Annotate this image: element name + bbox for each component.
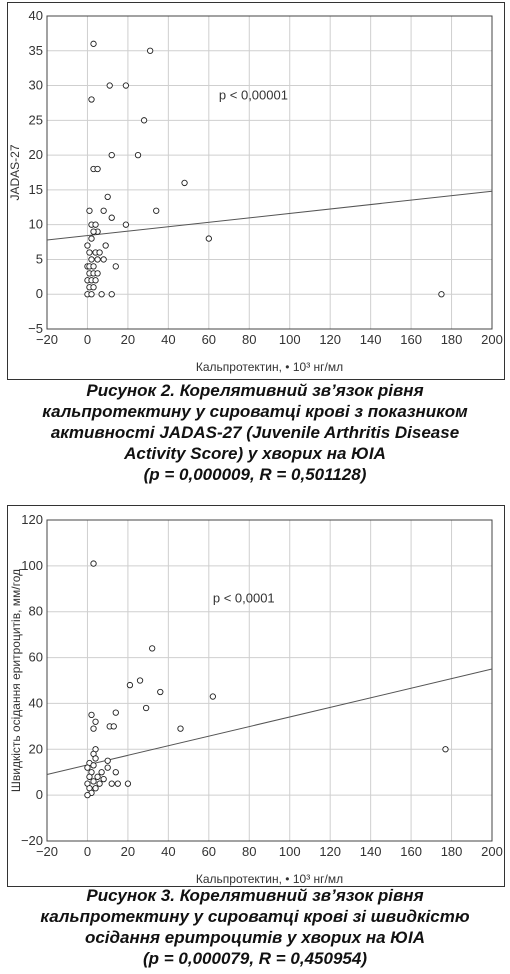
x-tick-label: 160 (400, 332, 422, 347)
x-axis-label: Кальпротектин, • 10³ нг/мл (195, 360, 344, 374)
y-tick-label: 15 (28, 181, 43, 197)
data-point (85, 792, 90, 797)
data-point (154, 208, 159, 213)
data-point (85, 765, 90, 770)
y-tick-label: −5 (28, 321, 43, 336)
x-axis-label: Кальпротектин, • 10³ нг/мл (195, 872, 344, 886)
chart-1-svg (8, 3, 504, 379)
y-axis-label: Швидкість осідання еритроцитів, мм/год (9, 568, 23, 793)
data-point (105, 765, 110, 770)
data-point (178, 726, 183, 731)
data-point (127, 682, 132, 687)
data-point (89, 236, 94, 241)
x-tick-label: 140 (359, 332, 382, 347)
x-tick-label: −20 (35, 332, 59, 347)
regression-line (47, 669, 492, 774)
data-point (182, 180, 187, 185)
data-point (101, 776, 106, 781)
caption-2-line: осідання еритроцитів у хворих на ЮІА (84, 928, 426, 947)
data-point (91, 763, 96, 768)
data-point (93, 786, 98, 791)
x-tick-label: 80 (242, 332, 257, 347)
x-tick-label: 100 (278, 332, 301, 347)
data-point (87, 774, 92, 779)
caption-1-line: Рисунок 2. Корелятивний зв’язок рівня (86, 381, 424, 400)
data-point (89, 712, 94, 717)
y-tick-label: 80 (28, 603, 43, 619)
y-tick-label: 40 (28, 695, 43, 711)
x-tick-label: 60 (201, 844, 217, 859)
data-point (143, 705, 148, 710)
data-point (135, 152, 140, 157)
p-value-annotation: p < 0,00001 (218, 87, 288, 103)
figure-caption-1 (0, 380, 510, 485)
y-tick-label: 0 (35, 787, 43, 803)
data-point (105, 758, 110, 763)
data-point (109, 215, 114, 220)
chart-2-svg (8, 506, 504, 886)
data-point (113, 710, 118, 715)
data-point (210, 694, 215, 699)
data-point (107, 83, 112, 88)
data-point (95, 271, 100, 276)
data-point (95, 257, 100, 262)
data-point (113, 264, 118, 269)
x-tick-label: 180 (440, 332, 463, 347)
caption-1-line: кальпротектину у сироватці крові з показником (42, 402, 468, 421)
y-tick-label: 0 (35, 286, 43, 302)
caption-2-line: Рисунок 3. Корелятивний зв’язок рівня (86, 886, 424, 905)
caption-1-line: Activity Score) у хворих на ЮІА (124, 444, 386, 463)
y-tick-label: 40 (28, 8, 43, 23)
caption-1-line: (p = 0,000009, R = 0,501128) (143, 465, 367, 484)
data-point (149, 646, 154, 651)
x-tick-label: 100 (278, 844, 301, 859)
data-point (93, 756, 98, 761)
y-tick-label: 10 (28, 216, 43, 232)
x-tick-label: 40 (161, 844, 176, 859)
data-point (91, 229, 96, 234)
data-point (103, 243, 108, 248)
data-point (91, 561, 96, 566)
data-point (206, 236, 211, 241)
data-point (109, 781, 114, 786)
data-point (89, 257, 94, 262)
data-point (91, 264, 96, 269)
data-point (113, 770, 118, 775)
y-tick-label: 20 (28, 741, 43, 757)
y-tick-label: 5 (35, 251, 43, 267)
data-point (99, 292, 104, 297)
data-point (123, 83, 128, 88)
x-tick-label: 120 (319, 332, 342, 347)
y-tick-label: −20 (20, 833, 43, 848)
data-point (115, 781, 120, 786)
data-point (147, 48, 152, 53)
p-value-annotation: p < 0,0001 (212, 590, 275, 606)
plot-frame (47, 16, 492, 329)
data-point (93, 278, 98, 283)
data-point (105, 194, 110, 199)
data-point (95, 774, 100, 779)
x-tick-label: −20 (35, 844, 59, 859)
x-tick-label: 200 (481, 844, 503, 859)
data-point (87, 208, 92, 213)
x-tick-label: 0 (83, 844, 92, 859)
figure-caption-2 (0, 885, 510, 969)
y-tick-label: 30 (28, 77, 43, 93)
data-point (93, 222, 98, 227)
data-point (91, 726, 96, 731)
data-point (111, 724, 116, 729)
chart-panel-1 (7, 2, 505, 380)
x-tick-label: 40 (161, 332, 176, 347)
x-tick-label: 120 (319, 844, 342, 859)
x-tick-label: 140 (359, 844, 382, 859)
data-point (439, 292, 444, 297)
data-point (91, 285, 96, 290)
data-point (91, 41, 96, 46)
x-tick-label: 80 (242, 844, 257, 859)
caption-2-line: кальпротектину у сироватці крові зі швидкістю (40, 907, 470, 926)
data-point (99, 770, 104, 775)
y-tick-label: 60 (28, 649, 43, 665)
data-point (101, 257, 106, 262)
data-point (123, 222, 128, 227)
data-point (141, 118, 146, 123)
data-point (93, 719, 98, 724)
x-tick-label: 60 (201, 332, 217, 347)
caption-2-line: (p = 0,000079, R = 0,450954) (143, 949, 367, 968)
y-tick-label: 35 (28, 42, 43, 58)
data-point (89, 292, 94, 297)
data-point (87, 250, 92, 255)
x-tick-label: 200 (481, 332, 503, 347)
data-point (443, 747, 448, 752)
x-tick-label: 20 (120, 844, 136, 859)
y-tick-label: 120 (21, 512, 43, 527)
data-point (95, 166, 100, 171)
data-point (137, 678, 142, 683)
data-point (158, 689, 163, 694)
data-point (97, 781, 102, 786)
plot-frame (47, 520, 492, 841)
x-tick-label: 180 (440, 844, 463, 859)
data-point (101, 208, 106, 213)
y-tick-label: 100 (21, 557, 43, 573)
x-tick-label: 20 (120, 332, 136, 347)
caption-1-line: активності JADAS-27 (Juvenile Arthritis Disease (50, 423, 460, 442)
data-point (85, 243, 90, 248)
data-point (89, 97, 94, 102)
y-tick-label: 20 (28, 147, 43, 163)
chart-panel-2 (7, 505, 505, 887)
y-tick-label: 25 (28, 112, 43, 128)
data-point (97, 250, 102, 255)
y-axis-label: JADAS-27 (8, 144, 22, 201)
x-tick-label: 0 (83, 332, 92, 347)
data-point (109, 152, 114, 157)
data-point (109, 292, 114, 297)
data-point (91, 779, 96, 784)
data-point (125, 781, 130, 786)
x-tick-label: 160 (400, 844, 422, 859)
